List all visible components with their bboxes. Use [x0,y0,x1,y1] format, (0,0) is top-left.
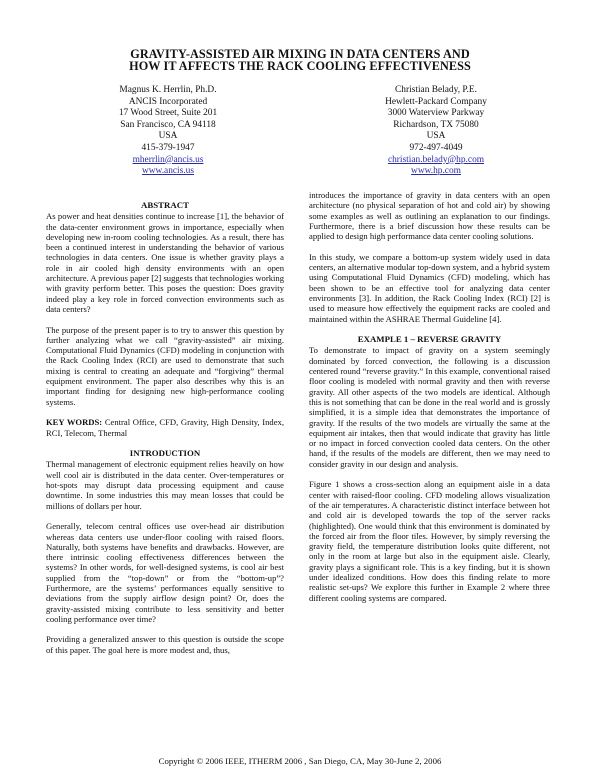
title-line-2: HOW IT AFFECTS THE RACK COOLING EFFECTIVENESS [129,59,471,73]
author-phone: 972-497-4049 [409,142,463,153]
author-address-2: San Francisco, CA 94118 [120,119,216,130]
author-web-link[interactable]: www.ancis.us [142,166,194,177]
author-name: Magnus K. Herrlin, Ph.D. [119,85,217,95]
keywords [46,417,284,438]
author-country: USA [158,131,178,142]
body-paragraph-3: To demonstrate to impact of gravity on a system seemingly dominated by forced convection, the following is a discussion centered round “reverse gravity.” In this example, conventional raised floor cooling is modeled with normal gravity and then with reverse gravity. All other aspects of the two models are identical. Although this is not something that can be done in the real world and is grossly simplified, it is a simple idea that demonstrates the importance of gravity. If the results of the two models are virtually the same at the equipment air intakes, then that would indicate that gravity has little or no impact in forced convection cooled data centers. On the other hand, if the results of the models are different, then we may need to consider gravity in our design and analysis. [309,345,550,469]
left-column [46,200,284,665]
author-email-link[interactable]: mherrlin@ancis.us [132,154,204,165]
body-paragraph-2: In this study, we compare a bottom-up system widely used in data centers, an alternative modular top-down system, and a hybrid system using Computational Fluid Dynamics (CFD) modeling, which has been shown to be an effective tool for analyzing data center environments [3]. In addition, the Rack Cooling Index (RCI) [2] is used to measure how effectively the equipment racks are cooled and maintained within the ASHRAE Thermal Guideline [4]. [309,251,550,324]
abstract-paragraph-1: As power and heat densities continue to increase [1], the behavior of the data-center environment grows in importance, especially when developing new in-room cooling technologies. As a result, there has been a continued interest in understanding the behavior of various technologies in data centers. One issue is whether gravity plays a role in air cooled high density environments with an open architecture. A previous paper [2] suggests that technologies working with gravity perform better. This poses the question: Does gravity indeed play a key role in forced convection environments such as data centers? [46,211,284,314]
right-column [309,190,550,613]
author-address-1: 3000 Waterview Parkway [387,108,485,119]
intro-paragraph-1: Thermal management of electronic equipment relies heavily on how well cool air is distributed in the data center. Over-temperatures or hot-spots may disrupt data processing equipment and cause downtime. In some industries this may mean losses that could be millions of dollars per hour. [46,459,284,511]
author-name: Christian Belady, P.E. [395,85,477,95]
abstract-heading: ABSTRACT [141,200,189,210]
body-paragraph-1: introduces the importance of gravity in data centers with an open architecture (no physical separation of hot and cold air) by showing some examples as well as outlining an explanation to our findings. Furthermore, there is a brief discussion how these results can be applied to design high performance data center cooling solutions. [309,190,550,242]
author-address-1: 17 Wood Street, Suite 201 [118,108,218,119]
author-org: Hewlett-Packard Company [385,96,487,107]
author-block-1 [58,85,278,178]
author-country: USA [426,131,446,142]
author-web-link[interactable]: www.hp.com [411,166,461,177]
author-org: ANCIS Incorporated [128,96,208,107]
intro-paragraph-3: Providing a generalized answer to this question is outside the scope of this paper. The goal here is more modest and, thus, [46,634,284,655]
introduction-heading: INTRODUCTION [129,448,201,459]
author-email-link[interactable]: christian.belady@hp.com [387,154,485,165]
abstract-paragraph-2: The purpose of the present paper is to try to answer this question by further analyzing what we call “gravity-assisted” air mixing. Computational Fluid Dynamics (CFD) modeling in conjunction with the Rack Cooling Index (RCI) are used to demonstrate that such mixing is central to creating an adequate and “forgiving” thermal equipment environment. The paper also describes why this is an important finding for designing new high-performance cooling systems. [46,324,284,407]
paper-title [0,48,600,72]
body-paragraph-4: Figure 1 shows a cross-section along an equipment aisle in a data center with raised-floor cooling. CFD modeling allows visualization of the air temperatures. A characteristic distinct interface between hot and cold air is developed towards the top of the server racks (highlighted). One would think that this environment is dominated by the forced air from the floor tiles. However, by simply reversing the gravity field, the temperature distribution looks quite different, not only in the room at large but also in the equipment aisle. Clearly, gravity plays a significant role. This is a key finding, but it is shown under idealized conditions. How does this finding relate to more realistic set-ups? We explore this further in Example 2 where three different cooling systems are compared. [309,479,550,603]
intro-paragraph-2: Generally, telecom central offices use over-head air distribution whereas data centers use under-floor cooling with raised floors. Naturally, both systems have benefits and drawbacks. However, are there intrinsic cooling effectiveness differences between the systems? In other words, for well-designed systems, is cool air best supplied from the “top-down” or from the “bottom-up”? Furthermore, are the systems’ performances equally sensitive to deviations from the supply airflow design point? Or, does the gravity-assisted mixing contribute to less sensitivity and better cooling performance over time? [46,521,284,624]
keywords-text: Central Office, CFD, Gravity, High Density, Index, RCI, Telecom, Thermal [46,417,284,438]
title-line-1: GRAVITY-ASSISTED AIR MIXING IN DATA CENTERS AND [130,47,470,61]
keywords-label: KEY WORDS: [46,417,103,428]
example-1-heading: EXAMPLE 1 – REVERSE GRAVITY [357,334,502,345]
author-block-2 [326,85,546,178]
copyright-footer: Copyright © 2006 IEEE, ITHERM 2006 , San Diego, CA, May 30-June 2, 2006 [158,756,442,766]
author-address-2: Richardson, TX 75080 [393,119,479,130]
author-phone: 415-379-1947 [141,142,195,153]
